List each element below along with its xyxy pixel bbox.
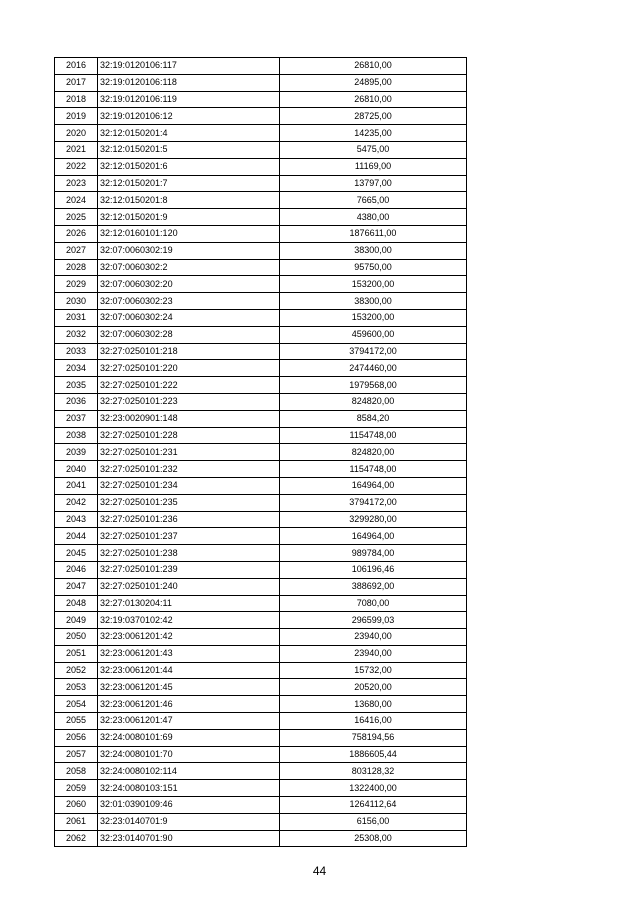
cadastral-number-cell: 32:19:0120106:118 <box>98 74 280 91</box>
table-row <box>55 175 467 192</box>
row-number-cell: 2030 <box>55 293 98 310</box>
cadastral-value-cell: 14235,00 <box>280 125 467 142</box>
cadastral-value-cell: 388692,00 <box>280 578 467 595</box>
cadastral-value-cell: 803128,32 <box>280 763 467 780</box>
cadastral-value-cell: 1876611,00 <box>280 225 467 242</box>
cadastral-number-cell: 32:07:0060302:19 <box>98 242 280 259</box>
cadastral-value-cell: 26810,00 <box>280 91 467 108</box>
table-row <box>55 797 467 814</box>
row-number-cell: 2034 <box>55 360 98 377</box>
table-row <box>55 713 467 730</box>
row-number-cell: 2031 <box>55 309 98 326</box>
table-row <box>55 74 467 91</box>
cadastral-number-cell: 32:19:0120106:119 <box>98 91 280 108</box>
cadastral-value-cell: 20520,00 <box>280 679 467 696</box>
cadastral-number-cell: 32:27:0250101:234 <box>98 477 280 494</box>
cadastral-number-cell: 32:27:0250101:232 <box>98 461 280 478</box>
row-number-cell: 2061 <box>55 813 98 830</box>
cadastral-number-cell: 32:27:0250101:235 <box>98 494 280 511</box>
row-number-cell: 2044 <box>55 528 98 545</box>
cadastral-number-cell: 32:27:0250101:218 <box>98 343 280 360</box>
row-number-cell: 2029 <box>55 276 98 293</box>
row-number-cell: 2039 <box>55 444 98 461</box>
cadastral-value-cell: 2474460,00 <box>280 360 467 377</box>
table-row <box>55 729 467 746</box>
row-number-cell: 2027 <box>55 242 98 259</box>
cadastral-value-cell: 24895,00 <box>280 74 467 91</box>
row-number-cell: 2060 <box>55 797 98 814</box>
cadastral-value-cell: 1154748,00 <box>280 427 467 444</box>
table-row <box>55 242 467 259</box>
table-row <box>55 629 467 646</box>
cadastral-number-cell: 32:23:0020901:148 <box>98 410 280 427</box>
cadastral-number-cell: 32:23:0061201:42 <box>98 629 280 646</box>
cadastral-value-cell: 5475,00 <box>280 141 467 158</box>
row-number-cell: 2026 <box>55 225 98 242</box>
table-row <box>55 58 467 75</box>
row-number-cell: 2017 <box>55 74 98 91</box>
table-row <box>55 141 467 158</box>
cadastral-value-cell: 1264112,64 <box>280 797 467 814</box>
cadastral-value-cell: 13797,00 <box>280 175 467 192</box>
table-row <box>55 662 467 679</box>
cadastral-number-cell: 32:27:0250101:240 <box>98 578 280 595</box>
cadastral-value-cell: 4380,00 <box>280 209 467 226</box>
cadastral-number-cell: 32:24:0080101:69 <box>98 729 280 746</box>
table-row <box>55 477 467 494</box>
cadastral-number-cell: 32:12:0150201:7 <box>98 175 280 192</box>
cadastral-value-cell: 23940,00 <box>280 629 467 646</box>
table-row <box>55 780 467 797</box>
table-row <box>55 427 467 444</box>
table-row <box>55 192 467 209</box>
row-number-cell: 2053 <box>55 679 98 696</box>
row-number-cell: 2035 <box>55 377 98 394</box>
table-row <box>55 830 467 847</box>
cadastral-number-cell: 32:27:0250101:220 <box>98 360 280 377</box>
cadastral-value-table <box>54 57 467 847</box>
cadastral-number-cell: 32:27:0250101:222 <box>98 377 280 394</box>
cadastral-number-cell: 32:19:0120106:117 <box>98 58 280 75</box>
cadastral-value-cell: 3794172,00 <box>280 494 467 511</box>
table-row <box>55 763 467 780</box>
cadastral-value-cell: 1154748,00 <box>280 461 467 478</box>
cadastral-value-cell: 164964,00 <box>280 477 467 494</box>
table-row <box>55 528 467 545</box>
cadastral-value-cell: 7665,00 <box>280 192 467 209</box>
cadastral-number-cell: 32:07:0060302:20 <box>98 276 280 293</box>
row-number-cell: 2056 <box>55 729 98 746</box>
cadastral-number-cell: 32:27:0250101:239 <box>98 561 280 578</box>
cadastral-value-cell: 3794172,00 <box>280 343 467 360</box>
row-number-cell: 2051 <box>55 645 98 662</box>
cadastral-number-cell: 32:12:0150201:4 <box>98 125 280 142</box>
cadastral-value-cell: 1979568,00 <box>280 377 467 394</box>
cadastral-number-cell: 32:27:0250101:236 <box>98 511 280 528</box>
cadastral-number-cell: 32:19:0120106:12 <box>98 108 280 125</box>
cadastral-value-cell: 758194,56 <box>280 729 467 746</box>
row-number-cell: 2043 <box>55 511 98 528</box>
cadastral-number-cell: 32:23:0061201:43 <box>98 645 280 662</box>
cadastral-number-cell: 32:12:0150201:9 <box>98 209 280 226</box>
cadastral-number-cell: 32:07:0060302:23 <box>98 293 280 310</box>
row-number-cell: 2023 <box>55 175 98 192</box>
row-number-cell: 2021 <box>55 141 98 158</box>
row-number-cell: 2036 <box>55 393 98 410</box>
cadastral-value-cell: 15732,00 <box>280 662 467 679</box>
cadastral-number-cell: 32:24:0080103:151 <box>98 780 280 797</box>
row-number-cell: 2058 <box>55 763 98 780</box>
cadastral-number-cell: 32:27:0250101:237 <box>98 528 280 545</box>
cadastral-value-cell: 106196,46 <box>280 561 467 578</box>
cadastral-number-cell: 32:19:0370102:42 <box>98 612 280 629</box>
row-number-cell: 2055 <box>55 713 98 730</box>
row-number-cell: 2024 <box>55 192 98 209</box>
cadastral-value-cell: 153200,00 <box>280 309 467 326</box>
row-number-cell: 2062 <box>55 830 98 847</box>
cadastral-number-cell: 32:23:0061201:44 <box>98 662 280 679</box>
table-row <box>55 343 467 360</box>
cadastral-number-cell: 32:12:0150201:8 <box>98 192 280 209</box>
row-number-cell: 2016 <box>55 58 98 75</box>
row-number-cell: 2032 <box>55 326 98 343</box>
cadastral-value-cell: 153200,00 <box>280 276 467 293</box>
cadastral-number-cell: 32:12:0150201:5 <box>98 141 280 158</box>
cadastral-value-cell: 164964,00 <box>280 528 467 545</box>
cadastral-value-cell: 13680,00 <box>280 696 467 713</box>
cadastral-value-table-container <box>54 57 466 847</box>
table-row <box>55 612 467 629</box>
cadastral-number-cell: 32:07:0060302:2 <box>98 259 280 276</box>
table-row <box>55 545 467 562</box>
cadastral-number-cell: 32:23:0061201:47 <box>98 713 280 730</box>
cadastral-value-cell: 296599,03 <box>280 612 467 629</box>
row-number-cell: 2038 <box>55 427 98 444</box>
cadastral-number-cell: 32:07:0060302:28 <box>98 326 280 343</box>
table-row <box>55 91 467 108</box>
cadastral-number-cell: 32:27:0250101:223 <box>98 393 280 410</box>
cadastral-value-cell: 16416,00 <box>280 713 467 730</box>
cadastral-number-cell: 32:23:0061201:45 <box>98 679 280 696</box>
row-number-cell: 2041 <box>55 477 98 494</box>
row-number-cell: 2059 <box>55 780 98 797</box>
cadastral-value-cell: 8584,20 <box>280 410 467 427</box>
page-number: 44 <box>312 864 327 878</box>
table-row <box>55 276 467 293</box>
table-row <box>55 696 467 713</box>
row-number-cell: 2057 <box>55 746 98 763</box>
cadastral-value-cell: 11169,00 <box>280 158 467 175</box>
cadastral-number-cell: 32:24:0080102:114 <box>98 763 280 780</box>
cadastral-value-cell: 23940,00 <box>280 645 467 662</box>
cadastral-number-cell: 32:23:0140701:9 <box>98 813 280 830</box>
table-row <box>55 326 467 343</box>
cadastral-value-cell: 25308,00 <box>280 830 467 847</box>
cadastral-value-cell: 38300,00 <box>280 242 467 259</box>
cadastral-value-cell: 824820,00 <box>280 444 467 461</box>
table-row <box>55 444 467 461</box>
cadastral-value-cell: 95750,00 <box>280 259 467 276</box>
table-row <box>55 125 467 142</box>
cadastral-number-cell: 32:23:0140701:90 <box>98 830 280 847</box>
table-row <box>55 746 467 763</box>
table-row <box>55 377 467 394</box>
cadastral-number-cell: 32:12:0160101:120 <box>98 225 280 242</box>
table-row <box>55 158 467 175</box>
cadastral-number-cell: 32:24:0080101:70 <box>98 746 280 763</box>
row-number-cell: 2050 <box>55 629 98 646</box>
row-number-cell: 2048 <box>55 595 98 612</box>
table-row <box>55 595 467 612</box>
table-row <box>55 494 467 511</box>
row-number-cell: 2040 <box>55 461 98 478</box>
cadastral-value-cell: 824820,00 <box>280 393 467 410</box>
cadastral-number-cell: 32:07:0060302:24 <box>98 309 280 326</box>
row-number-cell: 2028 <box>55 259 98 276</box>
table-row <box>55 645 467 662</box>
cadastral-value-cell: 1322400,00 <box>280 780 467 797</box>
cadastral-value-cell: 26810,00 <box>280 58 467 75</box>
cadastral-number-cell: 32:23:0061201:46 <box>98 696 280 713</box>
cadastral-value-cell: 38300,00 <box>280 293 467 310</box>
row-number-cell: 2049 <box>55 612 98 629</box>
cadastral-value-cell: 3299280,00 <box>280 511 467 528</box>
table-row <box>55 410 467 427</box>
row-number-cell: 2042 <box>55 494 98 511</box>
row-number-cell: 2037 <box>55 410 98 427</box>
row-number-cell: 2019 <box>55 108 98 125</box>
row-number-cell: 2033 <box>55 343 98 360</box>
cadastral-value-cell: 989784,00 <box>280 545 467 562</box>
row-number-cell: 2020 <box>55 125 98 142</box>
cadastral-number-cell: 32:27:0250101:231 <box>98 444 280 461</box>
table-row <box>55 209 467 226</box>
cadastral-number-cell: 32:27:0250101:228 <box>98 427 280 444</box>
cadastral-value-cell: 1886605,44 <box>280 746 467 763</box>
table-row <box>55 511 467 528</box>
row-number-cell: 2022 <box>55 158 98 175</box>
cadastral-value-cell: 28725,00 <box>280 108 467 125</box>
table-row <box>55 561 467 578</box>
table-row <box>55 813 467 830</box>
table-row <box>55 108 467 125</box>
row-number-cell: 2025 <box>55 209 98 226</box>
cadastral-number-cell: 32:27:0130204:11 <box>98 595 280 612</box>
cadastral-number-cell: 32:27:0250101:238 <box>98 545 280 562</box>
table-row <box>55 360 467 377</box>
table-body <box>55 58 467 847</box>
cadastral-value-cell: 459600,00 <box>280 326 467 343</box>
table-row <box>55 293 467 310</box>
table-row <box>55 578 467 595</box>
cadastral-number-cell: 32:01:0390109:46 <box>98 797 280 814</box>
table-row <box>55 393 467 410</box>
table-row <box>55 225 467 242</box>
row-number-cell: 2054 <box>55 696 98 713</box>
table-row <box>55 309 467 326</box>
table-row <box>55 461 467 478</box>
row-number-cell: 2018 <box>55 91 98 108</box>
cadastral-value-cell: 7080,00 <box>280 595 467 612</box>
row-number-cell: 2047 <box>55 578 98 595</box>
table-row <box>55 679 467 696</box>
cadastral-value-cell: 6156,00 <box>280 813 467 830</box>
row-number-cell: 2046 <box>55 561 98 578</box>
row-number-cell: 2052 <box>55 662 98 679</box>
row-number-cell: 2045 <box>55 545 98 562</box>
cadastral-number-cell: 32:12:0150201:6 <box>98 158 280 175</box>
table-row <box>55 259 467 276</box>
